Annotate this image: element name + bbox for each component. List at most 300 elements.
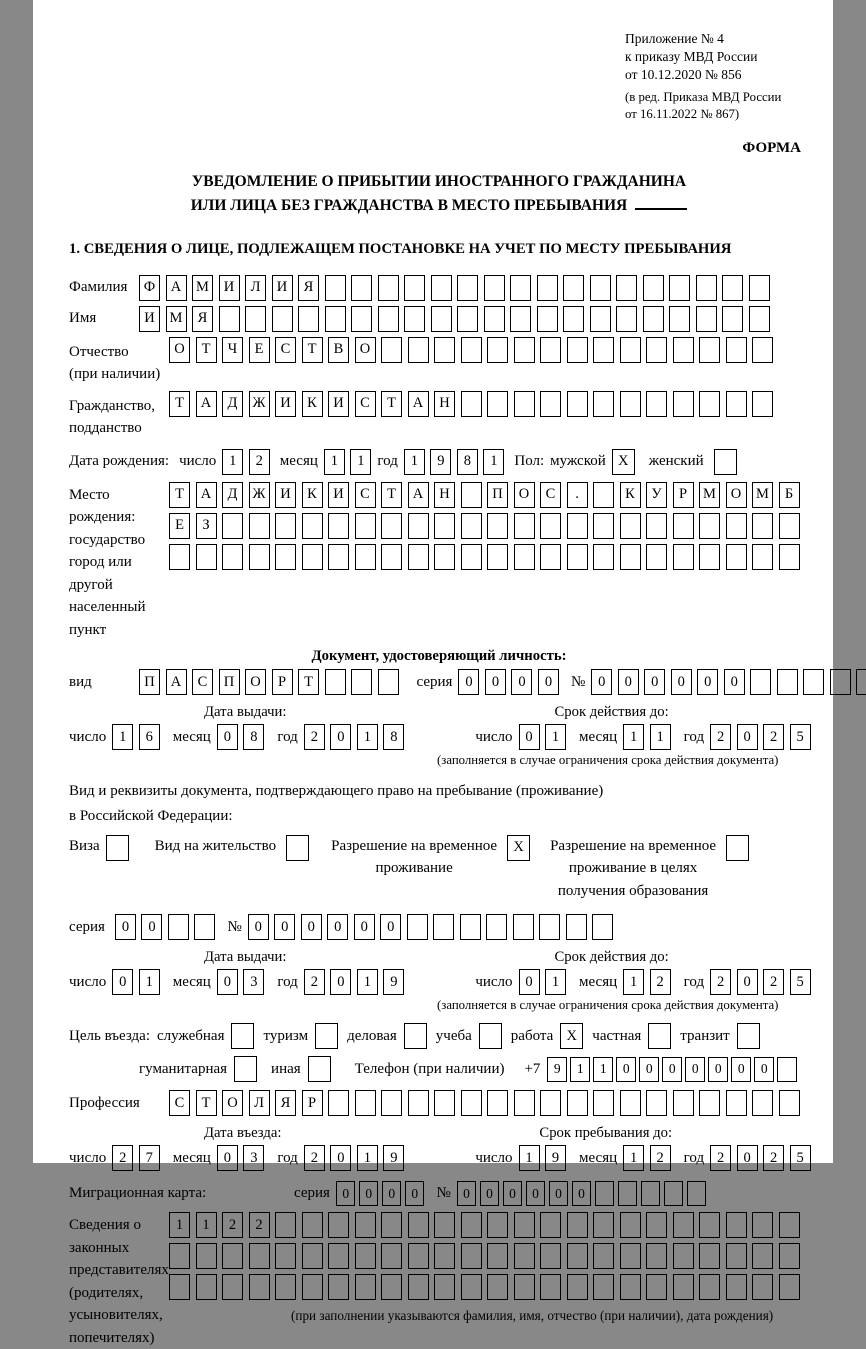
char-cell[interactable]	[620, 1243, 641, 1269]
char-cell[interactable]: 3	[243, 1145, 264, 1171]
char-cell[interactable]	[302, 1274, 323, 1300]
char-cell[interactable]	[381, 513, 402, 539]
char-cell[interactable]: Р	[272, 669, 293, 695]
char-cell[interactable]: И	[272, 275, 293, 301]
char-cell[interactable]: М	[699, 482, 720, 508]
char-cell[interactable]	[593, 1212, 614, 1238]
char-cell[interactable]	[169, 1274, 190, 1300]
char-cell[interactable]	[669, 275, 690, 301]
char-cell[interactable]	[514, 1212, 535, 1238]
surname-cells[interactable]	[139, 275, 770, 301]
char-cell[interactable]: М	[752, 482, 773, 508]
char-cell[interactable]	[487, 1212, 508, 1238]
char-cell[interactable]: О	[514, 482, 535, 508]
char-cell[interactable]	[620, 1212, 641, 1238]
char-cell[interactable]: С	[540, 482, 561, 508]
char-cell[interactable]: Т	[381, 482, 402, 508]
char-cell[interactable]: 0	[354, 914, 375, 940]
char-cell[interactable]	[328, 1243, 349, 1269]
char-cell[interactable]	[487, 1243, 508, 1269]
char-cell[interactable]: 1	[357, 969, 378, 995]
char-cell[interactable]	[513, 914, 534, 940]
char-cell[interactable]	[275, 544, 296, 570]
char-cell[interactable]	[408, 1243, 429, 1269]
char-cell[interactable]	[641, 1181, 661, 1206]
char-cell[interactable]	[302, 544, 323, 570]
char-cell[interactable]: 0	[458, 669, 479, 695]
char-cell[interactable]	[779, 1090, 800, 1116]
char-cell[interactable]: Б	[779, 482, 800, 508]
char-cell[interactable]: 2	[249, 1212, 270, 1238]
char-cell[interactable]	[249, 544, 270, 570]
char-cell[interactable]: Я	[192, 306, 213, 332]
char-cell[interactable]	[328, 1212, 349, 1238]
char-cell[interactable]: 1	[623, 1145, 644, 1171]
char-cell[interactable]	[699, 513, 720, 539]
char-cell[interactable]	[302, 1243, 323, 1269]
char-cell[interactable]: 1	[112, 724, 133, 750]
char-cell[interactable]: Д	[222, 482, 243, 508]
char-cell[interactable]	[434, 1212, 455, 1238]
char-cell[interactable]: 0	[724, 669, 745, 695]
char-cell[interactable]: 9	[547, 1057, 567, 1082]
char-cell[interactable]	[457, 275, 478, 301]
stay-day-cells[interactable]	[519, 1145, 567, 1171]
char-cell[interactable]: 0	[457, 1181, 477, 1206]
char-cell[interactable]	[540, 513, 561, 539]
char-cell[interactable]	[779, 513, 800, 539]
migration-number-cells[interactable]	[457, 1181, 707, 1206]
char-cell[interactable]	[219, 306, 240, 332]
char-cell[interactable]: 0	[754, 1057, 774, 1082]
char-cell[interactable]: 2	[304, 724, 325, 750]
char-cell[interactable]: 2	[650, 969, 671, 995]
char-cell[interactable]: 0	[549, 1181, 569, 1206]
char-cell[interactable]	[461, 513, 482, 539]
char-cell[interactable]: С	[192, 669, 213, 695]
residence-valid-year-cells[interactable]	[710, 969, 811, 995]
char-cell[interactable]	[830, 669, 851, 695]
char-cell[interactable]	[434, 337, 455, 363]
char-cell[interactable]	[275, 1274, 296, 1300]
char-cell[interactable]: 0	[503, 1181, 523, 1206]
char-cell[interactable]	[673, 1274, 694, 1300]
option-residence-permit-checkbox[interactable]	[286, 835, 309, 861]
char-cell[interactable]: 9	[383, 1145, 404, 1171]
char-cell[interactable]: 1	[570, 1057, 590, 1082]
char-cell[interactable]	[540, 1212, 561, 1238]
birth-month-cells[interactable]	[324, 449, 372, 475]
char-cell[interactable]	[355, 1243, 376, 1269]
migration-series-cells[interactable]	[336, 1181, 425, 1206]
residence-series-cells[interactable]	[115, 914, 216, 940]
char-cell[interactable]	[620, 513, 641, 539]
char-cell[interactable]	[275, 513, 296, 539]
char-cell[interactable]: 2	[710, 1145, 731, 1171]
char-cell[interactable]	[514, 513, 535, 539]
char-cell[interactable]	[325, 275, 346, 301]
char-cell[interactable]: А	[166, 275, 187, 301]
char-cell[interactable]: 2	[304, 969, 325, 995]
char-cell[interactable]	[673, 1212, 694, 1238]
char-cell[interactable]: 0	[405, 1181, 425, 1206]
char-cell[interactable]: 1	[519, 1145, 540, 1171]
char-cell[interactable]	[245, 306, 266, 332]
char-cell[interactable]	[408, 1090, 429, 1116]
char-cell[interactable]	[567, 1274, 588, 1300]
char-cell[interactable]	[726, 1274, 747, 1300]
char-cell[interactable]	[643, 275, 664, 301]
char-cell[interactable]	[673, 337, 694, 363]
char-cell[interactable]	[249, 1243, 270, 1269]
char-cell[interactable]: С	[355, 482, 376, 508]
char-cell[interactable]: 0	[274, 914, 295, 940]
char-cell[interactable]: Л	[249, 1090, 270, 1116]
char-cell[interactable]	[567, 513, 588, 539]
char-cell[interactable]	[593, 482, 614, 508]
char-cell[interactable]	[434, 1090, 455, 1116]
entry-month-cells[interactable]	[217, 1145, 265, 1171]
char-cell[interactable]	[563, 275, 584, 301]
char-cell[interactable]: П	[139, 669, 160, 695]
char-cell[interactable]	[487, 544, 508, 570]
residence-issue-month-cells[interactable]	[217, 969, 265, 995]
char-cell[interactable]: 0	[697, 669, 718, 695]
char-cell[interactable]	[514, 1090, 535, 1116]
char-cell[interactable]: 2	[710, 969, 731, 995]
legal-reps-cells-row2[interactable]	[169, 1243, 800, 1269]
firstname-cells[interactable]	[139, 306, 770, 332]
char-cell[interactable]	[514, 337, 535, 363]
char-cell[interactable]: У	[646, 482, 667, 508]
char-cell[interactable]	[222, 513, 243, 539]
valid-year-cells[interactable]	[710, 724, 811, 750]
char-cell[interactable]	[484, 275, 505, 301]
char-cell[interactable]: 0	[526, 1181, 546, 1206]
char-cell[interactable]	[696, 275, 717, 301]
char-cell[interactable]: 0	[330, 969, 351, 995]
char-cell[interactable]: 2	[763, 1145, 784, 1171]
char-cell[interactable]: 0	[671, 669, 692, 695]
char-cell[interactable]	[514, 1274, 535, 1300]
char-cell[interactable]	[537, 275, 558, 301]
char-cell[interactable]: 0	[301, 914, 322, 940]
char-cell[interactable]: 0	[382, 1181, 402, 1206]
char-cell[interactable]: С	[169, 1090, 190, 1116]
char-cell[interactable]: 5	[790, 1145, 811, 1171]
char-cell[interactable]: 0	[572, 1181, 592, 1206]
char-cell[interactable]	[752, 1274, 773, 1300]
char-cell[interactable]	[275, 1243, 296, 1269]
char-cell[interactable]	[673, 1243, 694, 1269]
char-cell[interactable]: К	[620, 482, 641, 508]
char-cell[interactable]	[856, 669, 866, 695]
purpose-transit-checkbox[interactable]	[737, 1023, 760, 1049]
char-cell[interactable]	[646, 1274, 667, 1300]
char-cell[interactable]	[408, 544, 429, 570]
char-cell[interactable]: Я	[298, 275, 319, 301]
char-cell[interactable]: Ч	[222, 337, 243, 363]
char-cell[interactable]: 1	[324, 449, 345, 475]
char-cell[interactable]	[803, 669, 824, 695]
char-cell[interactable]	[539, 914, 560, 940]
char-cell[interactable]	[699, 1212, 720, 1238]
char-cell[interactable]	[752, 391, 773, 417]
char-cell[interactable]: 0	[737, 724, 758, 750]
char-cell[interactable]	[351, 275, 372, 301]
char-cell[interactable]	[722, 306, 743, 332]
char-cell[interactable]	[567, 391, 588, 417]
char-cell[interactable]	[540, 1274, 561, 1300]
purpose-business-checkbox[interactable]	[404, 1023, 427, 1049]
char-cell[interactable]	[196, 1243, 217, 1269]
char-cell[interactable]	[646, 544, 667, 570]
char-cell[interactable]	[673, 391, 694, 417]
char-cell[interactable]: 0	[644, 669, 665, 695]
char-cell[interactable]	[351, 306, 372, 332]
char-cell[interactable]	[593, 1243, 614, 1269]
char-cell[interactable]: А	[196, 482, 217, 508]
char-cell[interactable]	[378, 669, 399, 695]
char-cell[interactable]	[699, 337, 720, 363]
purpose-work-checkbox[interactable]: X	[560, 1023, 583, 1049]
char-cell[interactable]: Л	[245, 275, 266, 301]
char-cell[interactable]	[222, 544, 243, 570]
char-cell[interactable]: Р	[302, 1090, 323, 1116]
char-cell[interactable]: 0	[591, 669, 612, 695]
char-cell[interactable]	[620, 544, 641, 570]
doc-kind-cells[interactable]	[139, 669, 399, 695]
char-cell[interactable]	[750, 669, 771, 695]
char-cell[interactable]	[595, 1181, 615, 1206]
char-cell[interactable]	[196, 544, 217, 570]
char-cell[interactable]	[752, 1212, 773, 1238]
char-cell[interactable]: 0	[737, 1145, 758, 1171]
char-cell[interactable]	[514, 391, 535, 417]
char-cell[interactable]	[699, 1243, 720, 1269]
char-cell[interactable]: Т	[196, 337, 217, 363]
char-cell[interactable]	[486, 914, 507, 940]
char-cell[interactable]: 1	[593, 1057, 613, 1082]
issue-day-cells[interactable]	[112, 724, 160, 750]
char-cell[interactable]	[567, 337, 588, 363]
char-cell[interactable]: 0	[485, 669, 506, 695]
doc-number-cells[interactable]	[591, 669, 866, 695]
char-cell[interactable]: 0	[618, 669, 639, 695]
char-cell[interactable]: 0	[737, 969, 758, 995]
char-cell[interactable]	[593, 391, 614, 417]
char-cell[interactable]: 0	[662, 1057, 682, 1082]
stay-month-cells[interactable]	[623, 1145, 671, 1171]
char-cell[interactable]: 0	[112, 969, 133, 995]
char-cell[interactable]	[752, 544, 773, 570]
char-cell[interactable]	[407, 914, 428, 940]
char-cell[interactable]	[779, 544, 800, 570]
char-cell[interactable]: Т	[302, 337, 323, 363]
char-cell[interactable]	[355, 513, 376, 539]
char-cell[interactable]	[616, 306, 637, 332]
residence-valid-month-cells[interactable]	[623, 969, 671, 995]
char-cell[interactable]	[699, 1090, 720, 1116]
char-cell[interactable]: 2	[222, 1212, 243, 1238]
char-cell[interactable]	[593, 544, 614, 570]
char-cell[interactable]: 9	[430, 449, 451, 475]
char-cell[interactable]	[378, 306, 399, 332]
char-cell[interactable]: 0	[330, 1145, 351, 1171]
char-cell[interactable]	[222, 1243, 243, 1269]
char-cell[interactable]	[355, 1090, 376, 1116]
char-cell[interactable]: 1	[222, 449, 243, 475]
birthplace-cells-row1[interactable]	[169, 482, 800, 508]
char-cell[interactable]	[355, 1212, 376, 1238]
char-cell[interactable]	[646, 1090, 667, 1116]
char-cell[interactable]	[514, 544, 535, 570]
char-cell[interactable]	[461, 1090, 482, 1116]
option-temp-residence-education-checkbox[interactable]	[726, 835, 749, 861]
char-cell[interactable]	[540, 337, 561, 363]
char-cell[interactable]	[381, 1212, 402, 1238]
char-cell[interactable]	[567, 544, 588, 570]
char-cell[interactable]	[646, 391, 667, 417]
char-cell[interactable]	[302, 513, 323, 539]
char-cell[interactable]: 7	[139, 1145, 160, 1171]
char-cell[interactable]: 3	[243, 969, 264, 995]
char-cell[interactable]: 5	[790, 724, 811, 750]
char-cell[interactable]	[272, 306, 293, 332]
char-cell[interactable]	[302, 1212, 323, 1238]
char-cell[interactable]	[461, 482, 482, 508]
char-cell[interactable]: 0	[248, 914, 269, 940]
issue-year-cells[interactable]	[304, 724, 405, 750]
char-cell[interactable]	[434, 544, 455, 570]
char-cell[interactable]	[325, 669, 346, 695]
char-cell[interactable]	[726, 544, 747, 570]
char-cell[interactable]	[567, 1090, 588, 1116]
char-cell[interactable]: А	[196, 391, 217, 417]
char-cell[interactable]: 1	[545, 969, 566, 995]
char-cell[interactable]: О	[222, 1090, 243, 1116]
char-cell[interactable]: Т	[381, 391, 402, 417]
purpose-tourism-checkbox[interactable]	[315, 1023, 338, 1049]
char-cell[interactable]	[487, 1274, 508, 1300]
char-cell[interactable]: 0	[380, 914, 401, 940]
char-cell[interactable]	[461, 1212, 482, 1238]
char-cell[interactable]	[381, 337, 402, 363]
char-cell[interactable]: Н	[434, 391, 455, 417]
char-cell[interactable]	[434, 1274, 455, 1300]
char-cell[interactable]: 0	[115, 914, 136, 940]
char-cell[interactable]	[487, 513, 508, 539]
char-cell[interactable]	[408, 1212, 429, 1238]
char-cell[interactable]	[249, 513, 270, 539]
char-cell[interactable]: О	[245, 669, 266, 695]
char-cell[interactable]	[726, 1212, 747, 1238]
char-cell[interactable]: 0	[217, 969, 238, 995]
char-cell[interactable]	[673, 544, 694, 570]
char-cell[interactable]: О	[355, 337, 376, 363]
birth-year-cells[interactable]	[404, 449, 505, 475]
char-cell[interactable]	[169, 544, 190, 570]
char-cell[interactable]	[328, 544, 349, 570]
char-cell[interactable]: 8	[243, 724, 264, 750]
char-cell[interactable]: Е	[249, 337, 270, 363]
char-cell[interactable]: 0	[519, 724, 540, 750]
char-cell[interactable]: 0	[511, 669, 532, 695]
char-cell[interactable]: 0	[336, 1181, 356, 1206]
char-cell[interactable]	[222, 1274, 243, 1300]
char-cell[interactable]	[434, 513, 455, 539]
char-cell[interactable]: З	[196, 513, 217, 539]
char-cell[interactable]	[593, 513, 614, 539]
char-cell[interactable]	[169, 1243, 190, 1269]
char-cell[interactable]	[593, 1090, 614, 1116]
char-cell[interactable]	[620, 1090, 641, 1116]
stay-year-cells[interactable]	[710, 1145, 811, 1171]
char-cell[interactable]: 8	[457, 449, 478, 475]
char-cell[interactable]: 2	[249, 449, 270, 475]
char-cell[interactable]	[592, 914, 613, 940]
char-cell[interactable]	[510, 306, 531, 332]
char-cell[interactable]: 0	[731, 1057, 751, 1082]
char-cell[interactable]: Д	[222, 391, 243, 417]
char-cell[interactable]: И	[275, 482, 296, 508]
char-cell[interactable]: 1	[650, 724, 671, 750]
char-cell[interactable]: 0	[217, 1145, 238, 1171]
char-cell[interactable]: 0	[685, 1057, 705, 1082]
char-cell[interactable]	[620, 337, 641, 363]
char-cell[interactable]	[460, 914, 481, 940]
char-cell[interactable]: Т	[169, 482, 190, 508]
char-cell[interactable]	[752, 1243, 773, 1269]
char-cell[interactable]: 8	[383, 724, 404, 750]
char-cell[interactable]: 9	[383, 969, 404, 995]
char-cell[interactable]	[752, 1090, 773, 1116]
char-cell[interactable]: 0	[708, 1057, 728, 1082]
option-visa-checkbox[interactable]	[106, 835, 129, 861]
entry-year-cells[interactable]	[304, 1145, 405, 1171]
char-cell[interactable]: 2	[304, 1145, 325, 1171]
char-cell[interactable]	[537, 306, 558, 332]
char-cell[interactable]	[404, 306, 425, 332]
char-cell[interactable]	[461, 544, 482, 570]
char-cell[interactable]: Т	[196, 1090, 217, 1116]
entry-day-cells[interactable]	[112, 1145, 160, 1171]
char-cell[interactable]	[404, 275, 425, 301]
char-cell[interactable]	[381, 1274, 402, 1300]
profession-cells[interactable]	[169, 1090, 800, 1116]
char-cell[interactable]: Е	[169, 513, 190, 539]
char-cell[interactable]	[408, 513, 429, 539]
char-cell[interactable]: Р	[673, 482, 694, 508]
char-cell[interactable]: 1	[169, 1212, 190, 1238]
char-cell[interactable]	[726, 513, 747, 539]
birthplace-cells-row3[interactable]	[169, 544, 800, 570]
char-cell[interactable]	[664, 1181, 684, 1206]
char-cell[interactable]	[779, 1243, 800, 1269]
char-cell[interactable]	[351, 669, 372, 695]
char-cell[interactable]	[779, 1212, 800, 1238]
birthplace-cells-row2[interactable]	[169, 513, 800, 539]
char-cell[interactable]	[168, 914, 189, 940]
option-temp-residence-checkbox[interactable]: X	[507, 835, 530, 861]
char-cell[interactable]	[378, 275, 399, 301]
char-cell[interactable]: К	[302, 482, 323, 508]
char-cell[interactable]	[699, 544, 720, 570]
char-cell[interactable]	[434, 1243, 455, 1269]
char-cell[interactable]: 0	[359, 1181, 379, 1206]
char-cell[interactable]	[566, 914, 587, 940]
char-cell[interactable]	[777, 669, 798, 695]
